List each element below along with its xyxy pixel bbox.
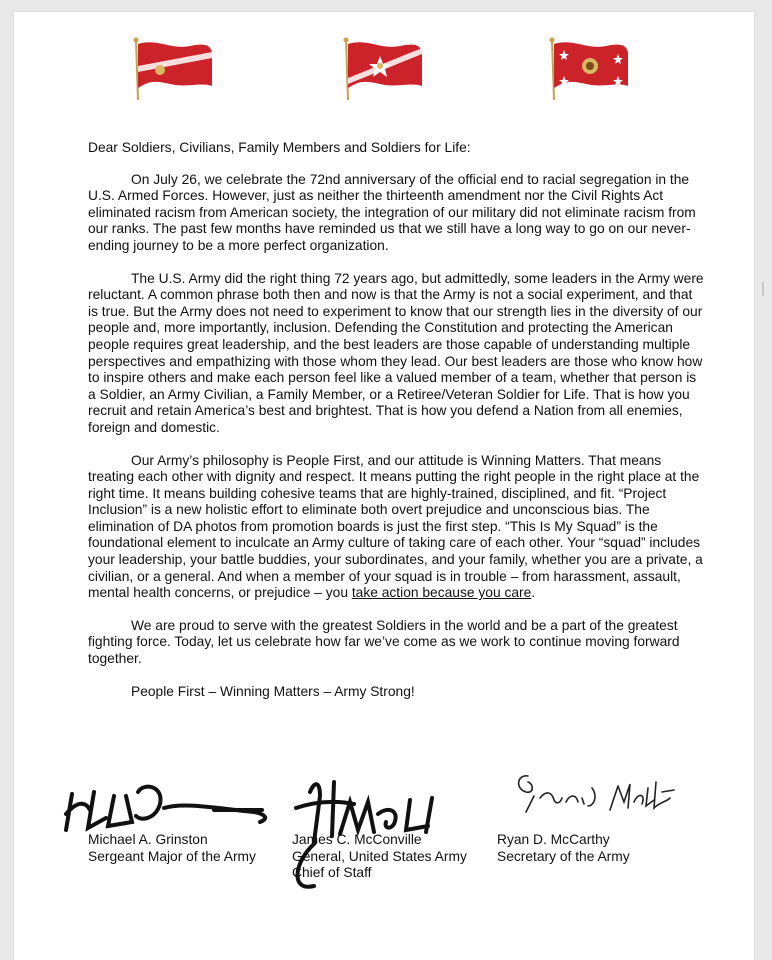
paragraph-4: We are proud to serve with the greatest Soldiers in the world and be a part of the greatest fighting force. Today, let us celebrate how far we’ve come as we work to continue moving forward together.	[88, 617, 680, 667]
paragraph-1: On July 26, we celebrate the 72nd anniversary of the official end to racial segregation in the U.S. Armed Forces. However, just as neither the thirteenth amendment nor the Civil Rights Act eliminated racism from American society, the integration of our military did not eliminate racism from our ranks. The past few months have reminded us that we still have a long way to go on our never-ending journey to be a more perfect organization.	[88, 171, 696, 253]
csa-flag-icon	[340, 36, 426, 104]
signer-title: Sergeant Major of the Army	[88, 848, 256, 864]
signer-mccarthy	[497, 832, 630, 865]
salutation: Dear Soldiers, Civilians, Family Members and Soldiers for Life:	[88, 140, 471, 155]
mccarthy-signature	[519, 776, 674, 812]
signer-mcconville	[292, 832, 467, 882]
sma-flag-icon	[130, 36, 216, 104]
paragraph-2: The U.S. Army did the right thing 72 years ago, but admittedly, some leaders in the Army were reluctant. A common phrase both then and now is that the Army is not a social experiment, and that is true. But the Army does not need to experiment to know that our strength lies in the diversity of our people and, more importantly, inclusion. Defending the Constitution and protecting the American people requires great leadership, and the best leaders are those capable of understanding multiple perspectives and empathizing with those whom they lead. Our best leaders are those who know how to inspire others and make each person feel like a valued member of a team, whether that person is a Soldier, an Army Civilian, a Family Member, or a Retiree/Veteran Soldier for Life. That is how you recruit and retain America’s best and brightest. That is how you defend a Nation from all enemies, foreign and domestic.	[88, 270, 704, 435]
scrollbar-thumb[interactable]	[762, 282, 764, 296]
signer-title-line-2: Chief of Staff	[292, 865, 372, 881]
secarmy-flag-icon	[546, 36, 632, 104]
paragraph-3-text: Our Army’s philosophy is People First, and our attitude is Winning Matters. That means treating each other with dignity and respect. It means putting the right people in the right place at the right time. It means building cohesive teams that are highly-trained, disciplined, and fit. “Project Inclusion” is a new holistic effort to eliminate both overt prejudice and unconscious bias. The elimination of DA photos from promotion boards is just the first step. “This Is My Squad” is the foundational element to inculcate an Army culture of taking care of each other. Your “squad” includes your leadership, your battle buddies, your subordinates, and your family, whether you are a private, a civilian, or a general. And when a member of your squad is in trouble – from harassment, assault, mental health concerns, or prejudice – you	[88, 452, 703, 601]
signer-title: General, United States Army	[292, 848, 467, 864]
letter-page	[14, 12, 754, 960]
signer-grinston	[88, 832, 256, 865]
grinston-signature	[66, 787, 265, 830]
paragraph-3	[88, 453, 706, 602]
signer-name: Michael A. Grinston	[88, 832, 208, 847]
signature-area	[14, 752, 754, 892]
signer-name: Ryan D. McCarthy	[497, 832, 610, 847]
signer-name: James C. McConville	[292, 832, 422, 847]
signer-title: Secretary of the Army	[497, 848, 630, 864]
paragraph-3-end: .	[531, 585, 536, 601]
letter-body	[88, 140, 706, 700]
paragraph-3-underlined: take action because you care	[351, 585, 532, 601]
closing-line: People First – Winning Matters – Army Strong!	[131, 683, 415, 699]
